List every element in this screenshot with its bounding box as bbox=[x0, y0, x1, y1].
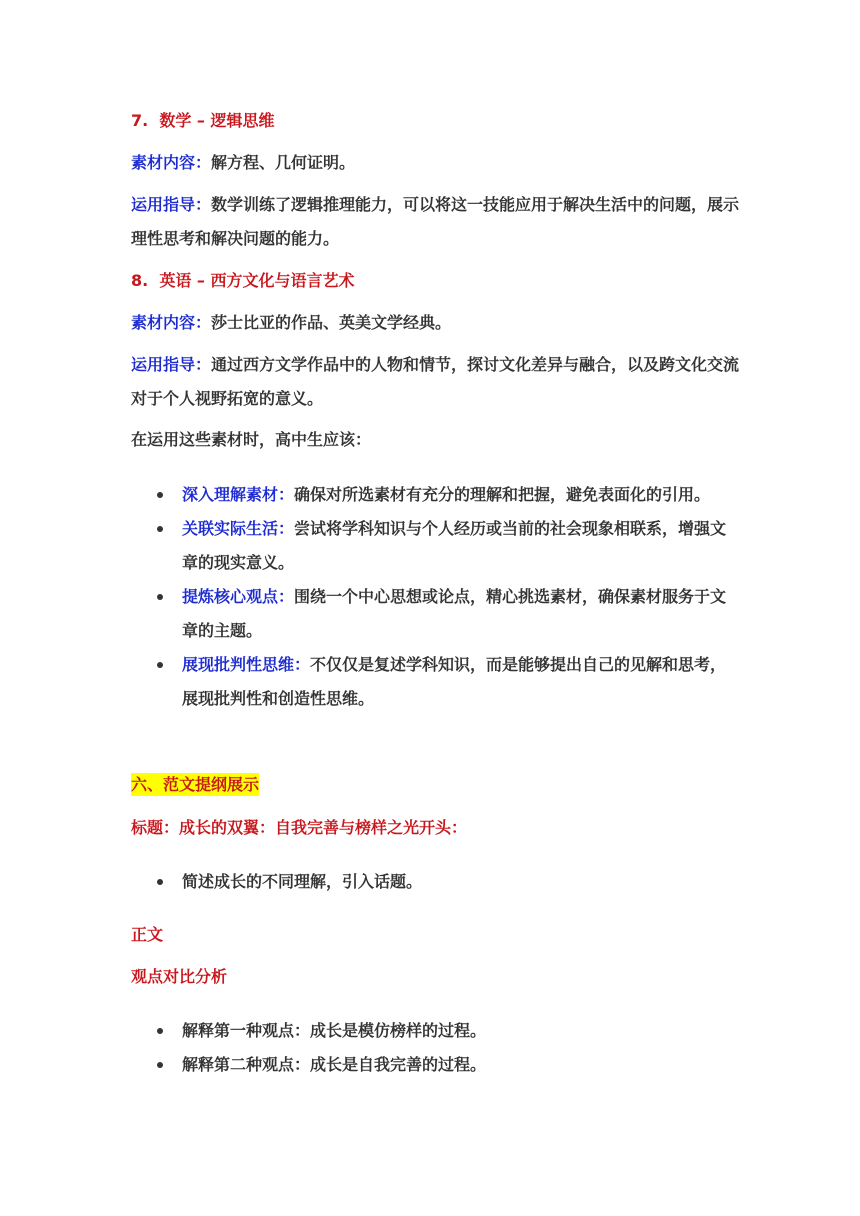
list-item bbox=[131, 648, 741, 716]
tips-list bbox=[131, 478, 741, 716]
outline-title: 标题：成长的双翼：自我完善与榜样之光开头： bbox=[131, 818, 468, 837]
material-text: 解方程、几何证明。 bbox=[211, 153, 356, 172]
section-7-title: 数学 – 逻辑思维 bbox=[159, 111, 275, 130]
guide-text: 数学训练了逻辑推理能力，可以将这一技能应用于解决生活中的问题，展示理性思考和解决问题的能力。 bbox=[131, 195, 740, 248]
bullet-icon bbox=[157, 1062, 163, 1068]
section-6-heading bbox=[131, 768, 741, 802]
list-item-text: 解释第一种观点：成长是模仿榜样的过程。 bbox=[182, 1021, 487, 1040]
comparison-list bbox=[131, 1014, 741, 1082]
bullet-icon bbox=[157, 879, 163, 885]
material-text: 莎士比亚的作品、英美文学经典。 bbox=[211, 313, 452, 332]
tip-text: 不仅仅是复述学科知识，而是能够提出自己的见解和思考，展现批判性和创造性思维。 bbox=[182, 655, 727, 708]
list-item-text: 解释第二种观点：成长是自我完善的过程。 bbox=[182, 1055, 487, 1074]
list-item bbox=[131, 1048, 741, 1082]
tip-label: 深入理解素材： bbox=[182, 485, 295, 504]
bullet-icon bbox=[157, 492, 163, 498]
tip-label: 关联实际生活： bbox=[182, 519, 295, 538]
section-7-number: 7. bbox=[131, 111, 149, 130]
list-item bbox=[131, 865, 741, 899]
list-item-text: 简述成长的不同理解，引入话题。 bbox=[182, 872, 423, 891]
section-8-title: 英语 – 西方文化与语言艺术 bbox=[159, 271, 355, 290]
list-item bbox=[131, 478, 741, 512]
material-label: 素材内容： bbox=[131, 313, 212, 332]
bullet-icon bbox=[157, 526, 163, 532]
tip-label: 展现批判性思维： bbox=[182, 655, 311, 674]
guide-text: 通过西方文学作品中的人物和情节，探讨文化差异与融合，以及跨文化交流对于个人视野拓宽的意义。 bbox=[131, 355, 740, 408]
highlighted-heading: 六、范文提纲展示 bbox=[131, 775, 260, 794]
tip-text: 尝试将学科知识与个人经历或当前的社会现象相联系，增强文章的现实意义。 bbox=[182, 519, 727, 572]
opening-list bbox=[131, 865, 741, 899]
list-item bbox=[131, 1014, 741, 1048]
tip-text: 确保对所选素材有充分的理解和把握，避免表面化的引用。 bbox=[294, 485, 711, 504]
list-item bbox=[131, 512, 741, 580]
list-item bbox=[131, 580, 741, 648]
material-label: 素材内容： bbox=[131, 153, 212, 172]
tip-label: 提炼核心观点： bbox=[182, 587, 295, 606]
comparison-heading: 观点对比分析 bbox=[131, 967, 228, 986]
bullet-icon bbox=[157, 1028, 163, 1034]
section-8-material bbox=[131, 306, 741, 340]
guide-label: 运用指导： bbox=[131, 355, 212, 374]
section-8-heading bbox=[131, 264, 741, 298]
bullet-icon bbox=[157, 594, 163, 600]
tip-text: 围绕一个中心思想或论点，精心挑选素材，确保素材服务于文章的主题。 bbox=[182, 587, 727, 640]
section-8-number: 8. bbox=[131, 271, 149, 290]
section-8-guide bbox=[131, 348, 741, 416]
bullet-icon bbox=[157, 662, 163, 668]
section-7-heading bbox=[131, 104, 741, 138]
body-heading: 正文 bbox=[131, 925, 164, 944]
tips-intro: 在运用这些素材时，高中生应该： bbox=[131, 430, 372, 449]
guide-label: 运用指导： bbox=[131, 195, 212, 214]
section-7-guide bbox=[131, 188, 741, 256]
section-7-material bbox=[131, 146, 741, 180]
